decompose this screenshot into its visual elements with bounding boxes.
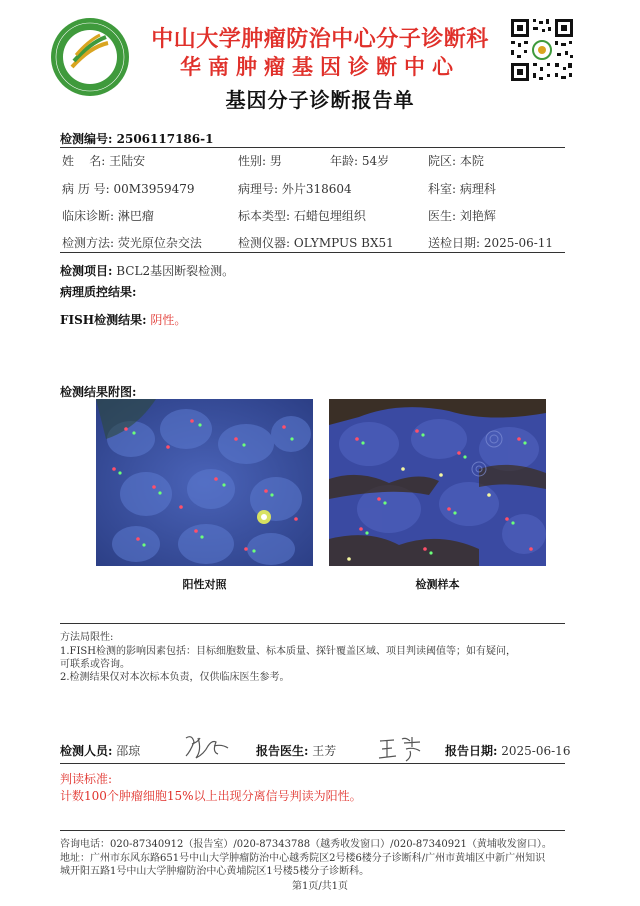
tester bbox=[60, 742, 140, 759]
instrument-value: OLYMPUS BX51 bbox=[293, 236, 394, 250]
reporter-name: 王芳 bbox=[312, 744, 337, 758]
test-item-value: BCL2基因断裂检测。 bbox=[116, 264, 235, 278]
instrument bbox=[238, 234, 394, 251]
divider bbox=[60, 623, 565, 624]
reporter-label: 报告医生: bbox=[256, 744, 309, 758]
fish-result bbox=[60, 311, 186, 328]
institution-logo bbox=[50, 17, 130, 97]
medical-record bbox=[62, 180, 195, 197]
reporter bbox=[256, 742, 336, 759]
specimen-type-label: 标本类型: bbox=[238, 209, 291, 223]
medical-record-value: 00M3959479 bbox=[113, 182, 195, 196]
doctor-label: 医生: bbox=[428, 209, 457, 223]
images-heading: 检测结果附图: bbox=[60, 385, 137, 399]
department-value: 病理科 bbox=[459, 182, 496, 196]
criteria-title: 判读标准: bbox=[60, 772, 113, 786]
reporter-signature bbox=[376, 733, 426, 763]
address-line-2: 城开阳五路1号中山大学肿瘤防治中心黄埔院区1号楼5楼分子诊断科。 bbox=[60, 866, 370, 877]
divider bbox=[60, 763, 565, 764]
page-info: 第1页/共1页 bbox=[291, 881, 349, 892]
department-label: 科室: bbox=[428, 182, 457, 196]
medical-record-label: 病 历 号: bbox=[62, 182, 110, 196]
center-name: 华南肿瘤基因诊断中心 bbox=[180, 55, 460, 79]
test-item-label: 检测项目: bbox=[60, 264, 113, 278]
address-line-1: 地址：广州市东风东路651号中山大学肿瘤防治中心越秀院区2号楼6楼分子诊断科/广州市黄埔区中新广州知识 bbox=[60, 853, 546, 864]
campus-value: 本院 bbox=[459, 154, 484, 168]
submit-date-label: 送检日期: bbox=[428, 236, 481, 250]
sysucc-logo-icon bbox=[50, 17, 130, 97]
positive-control-image bbox=[96, 399, 313, 566]
test-method-label: 检测方法: bbox=[62, 236, 115, 250]
test-sample-caption: 检测样本 bbox=[415, 578, 460, 591]
report-date-value: 2025-06-16 bbox=[501, 744, 571, 758]
doctor bbox=[428, 207, 496, 224]
limitations-line-1: 1.FISH检测的影响因素包括：目标细胞数量、标本质量、探针覆盖区域、项目判读阈值等；如有疑问， bbox=[60, 646, 517, 657]
clinical-diagnosis-label: 临床诊断: bbox=[62, 209, 115, 223]
divider bbox=[60, 830, 565, 831]
tester-signature bbox=[182, 732, 232, 762]
report-date bbox=[445, 742, 570, 759]
test-method bbox=[62, 234, 202, 251]
doctor-value: 刘艳辉 bbox=[459, 209, 496, 223]
submit-date bbox=[428, 234, 553, 251]
department bbox=[428, 180, 496, 197]
test-sample-image bbox=[329, 399, 546, 566]
report-number-label: 检测编号: bbox=[60, 132, 113, 146]
limitations-title: 方法局限性: bbox=[60, 632, 114, 643]
test-item bbox=[60, 262, 234, 279]
limitations-line-1-cont: 可联系或咨询。 bbox=[60, 659, 130, 670]
pathology-number-label: 病理号: bbox=[238, 182, 279, 196]
report-number-value: 2506117186-1 bbox=[116, 132, 214, 146]
contact-phone: 咨询电话：020-87340912（报告室）/020-87343788（越秀收发窗口）/020-87340921（黄埔收发窗口）。 bbox=[60, 839, 552, 850]
divider bbox=[60, 147, 565, 148]
patient-sex-value: 男 bbox=[269, 154, 282, 168]
patient-sex bbox=[238, 152, 282, 169]
tester-name: 邵琼 bbox=[116, 744, 141, 758]
pathology-number bbox=[238, 180, 352, 197]
limitations-line-2: 2.检测结果仅对本次标本负责，仅供临床医生参考。 bbox=[60, 672, 290, 683]
instrument-label: 检测仪器: bbox=[238, 236, 291, 250]
fish-result-label: FISH检测结果: bbox=[60, 313, 147, 327]
qc-result-label: 病理质控结果: bbox=[60, 285, 137, 299]
clinical-diagnosis-value: 淋巴瘤 bbox=[117, 209, 154, 223]
patient-name-label: 姓 名: bbox=[62, 154, 106, 168]
pathology-number-value: 外片318604 bbox=[281, 182, 352, 196]
submit-date-value: 2025-06-11 bbox=[483, 236, 554, 250]
specimen-type bbox=[238, 207, 366, 224]
report-title: 基因分子诊断报告单 bbox=[225, 88, 415, 112]
tester-label: 检测人员: bbox=[60, 744, 113, 758]
patient-name bbox=[62, 152, 145, 169]
patient-age-label: 年龄: bbox=[330, 154, 359, 168]
campus-label: 院区: bbox=[428, 154, 457, 168]
qr-code-icon bbox=[509, 17, 575, 83]
divider bbox=[60, 252, 565, 253]
patient-age-value: 54岁 bbox=[361, 154, 390, 168]
institution-name: 中山大学肿瘤防治中心分子诊断科 bbox=[151, 27, 489, 52]
specimen-type-value: 石蜡包埋组织 bbox=[293, 209, 366, 223]
campus bbox=[428, 152, 484, 169]
patient-age bbox=[330, 152, 389, 169]
report-date-label: 报告日期: bbox=[445, 744, 498, 758]
patient-sex-label: 性别: bbox=[238, 154, 267, 168]
positive-control-caption: 阳性对照 bbox=[182, 578, 227, 591]
criteria-text: 计数100个肿瘤细胞15%以上出现分离信号判读为阳性。 bbox=[60, 789, 362, 803]
patient-name-value: 王陆安 bbox=[109, 154, 146, 168]
clinical-diagnosis bbox=[62, 207, 154, 224]
fish-result-value: 阴性。 bbox=[150, 313, 187, 327]
report-number bbox=[60, 130, 213, 147]
test-method-value: 荧光原位杂交法 bbox=[117, 236, 202, 250]
